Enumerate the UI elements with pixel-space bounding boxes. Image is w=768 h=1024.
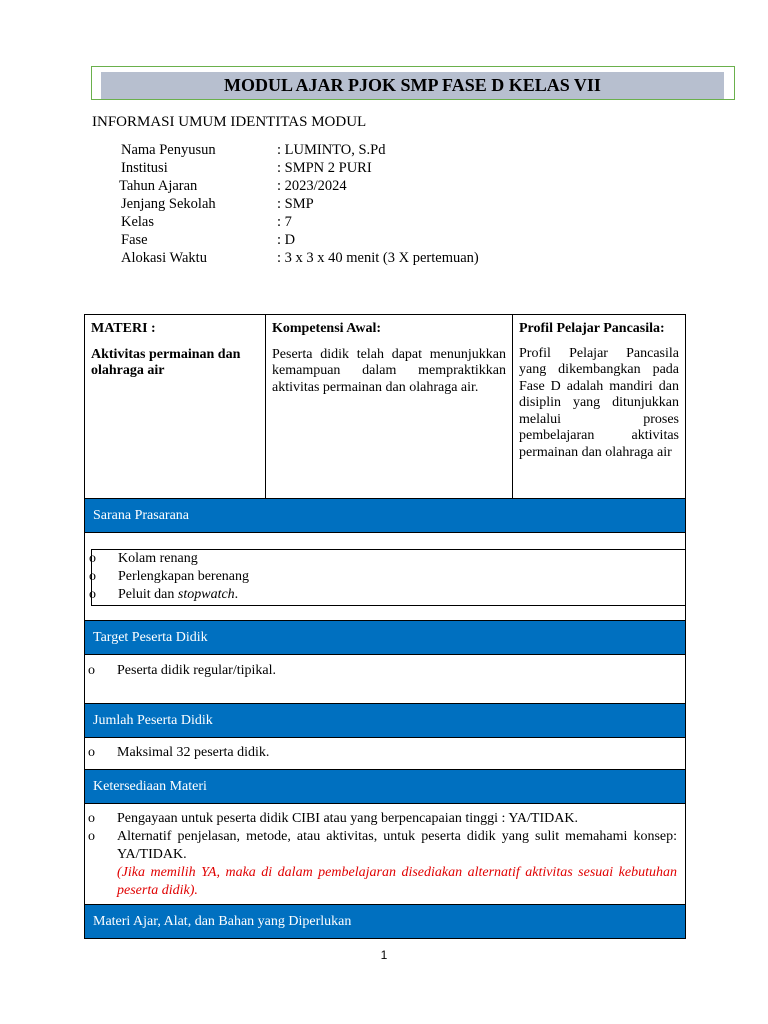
list-item	[89, 586, 685, 604]
page-number: 1	[380, 948, 388, 962]
bullet-icon: o	[89, 569, 96, 584]
list-item	[88, 744, 685, 762]
list-item-text: Maksimal 32 peserta didik.	[117, 745, 270, 760]
ketersediaan-section	[85, 804, 685, 905]
info-label: Kelas	[121, 214, 155, 230]
materi-cell	[85, 315, 266, 498]
bullet-icon: o	[88, 745, 95, 760]
info-label: Institusi	[121, 160, 168, 176]
info-value: : 3 x 3 x 40 menit (3 X pertemuan)	[277, 250, 479, 266]
list-item	[88, 828, 677, 864]
target-section	[85, 655, 685, 704]
list-item-text: Perlengkapan berenang	[118, 569, 249, 584]
ketersediaan-heading: Ketersediaan Materi	[85, 770, 685, 804]
info-label: Fase	[121, 232, 148, 248]
info-value: : 2023/2024	[277, 178, 347, 194]
info-label: Nama Penyusun	[121, 142, 216, 158]
sarana-section	[85, 533, 685, 621]
bullet-icon: o	[89, 587, 96, 602]
info-value: : D	[277, 232, 296, 248]
info-label: Jenjang Sekolah	[121, 196, 216, 212]
bullet-icon: o	[88, 829, 95, 844]
info-heading: INFORMASI UMUM IDENTITAS MODUL	[92, 114, 367, 130]
jumlah-heading: Jumlah Peserta Didik	[85, 704, 685, 738]
info-value: : SMPN 2 PURI	[277, 160, 372, 176]
list-item	[89, 568, 685, 586]
kompetensi-heading: Kompetensi Awal:	[272, 321, 382, 336]
module-table	[84, 314, 686, 939]
note-text	[91, 864, 677, 900]
profil-cell	[513, 315, 685, 498]
info-label: Tahun Ajaran	[119, 178, 198, 194]
kompetensi-body: Peserta didik telah dapat menunjukkan kemampuan dalam mempraktikkan aktivitas permainan dan olahraga air.	[272, 346, 506, 395]
list-item-italic: stopwatch	[177, 587, 235, 602]
target-heading: Target Peserta Didik	[85, 621, 685, 655]
kompetensi-cell	[266, 315, 513, 498]
note-content: (Jika memilih YA, maka di dalam pembelajaran disediakan alternatif aktivitas sesuai kebutuhan peserta didik).	[117, 865, 677, 898]
list-item	[88, 662, 685, 680]
materi-body: Aktivitas permainan dan olahraga air	[91, 346, 241, 378]
list-item-text: Pengayaan untuk peserta didik CIBI atau yang berpencapaian tinggi : YA/TIDAK.	[117, 811, 578, 826]
jumlah-section	[85, 738, 685, 770]
list-item	[89, 550, 685, 568]
list-item-text: Alternatif penjelasan, metode, atau aktivitas, untuk peserta didik yang sulit memahami konsep: YA/TIDAK.	[117, 829, 677, 862]
materi-ajar-heading: Materi Ajar, Alat, dan Bahan yang Diperlukan	[85, 905, 685, 938]
sarana-list	[91, 549, 685, 606]
title-frame	[91, 66, 735, 100]
list-item-text: Peserta didik regular/tipikal.	[117, 663, 277, 678]
info-value: : LUMINTO, S.Pd	[277, 142, 386, 158]
bullet-icon: o	[88, 811, 95, 826]
materi-heading: MATERI :	[91, 321, 156, 336]
profil-heading: Profil Pelajar Pancasila:	[519, 321, 665, 336]
table-top-row	[85, 315, 685, 499]
document-title: MODUL AJAR PJOK SMP FASE D KELAS VII	[101, 72, 724, 99]
bullet-icon: o	[89, 551, 96, 566]
info-label: Alokasi Waktu	[121, 250, 207, 266]
list-item-text: Kolam renang	[118, 551, 198, 566]
list-item-text: Peluit dan	[118, 587, 178, 602]
info-value: : 7	[277, 214, 292, 230]
info-value: : SMP	[277, 196, 314, 212]
list-item	[88, 810, 677, 828]
profil-body: Profil Pelajar Pancasila yang dikembangkan pada Fase D adalah mandiri dan disiplin yang ditunjukkan melalui proses pembelajaran aktivitas permainan dan olahraga air	[519, 345, 679, 460]
bullet-icon: o	[88, 663, 95, 678]
sarana-heading: Sarana Prasarana	[85, 499, 685, 533]
list-item-period: .	[234, 587, 239, 602]
